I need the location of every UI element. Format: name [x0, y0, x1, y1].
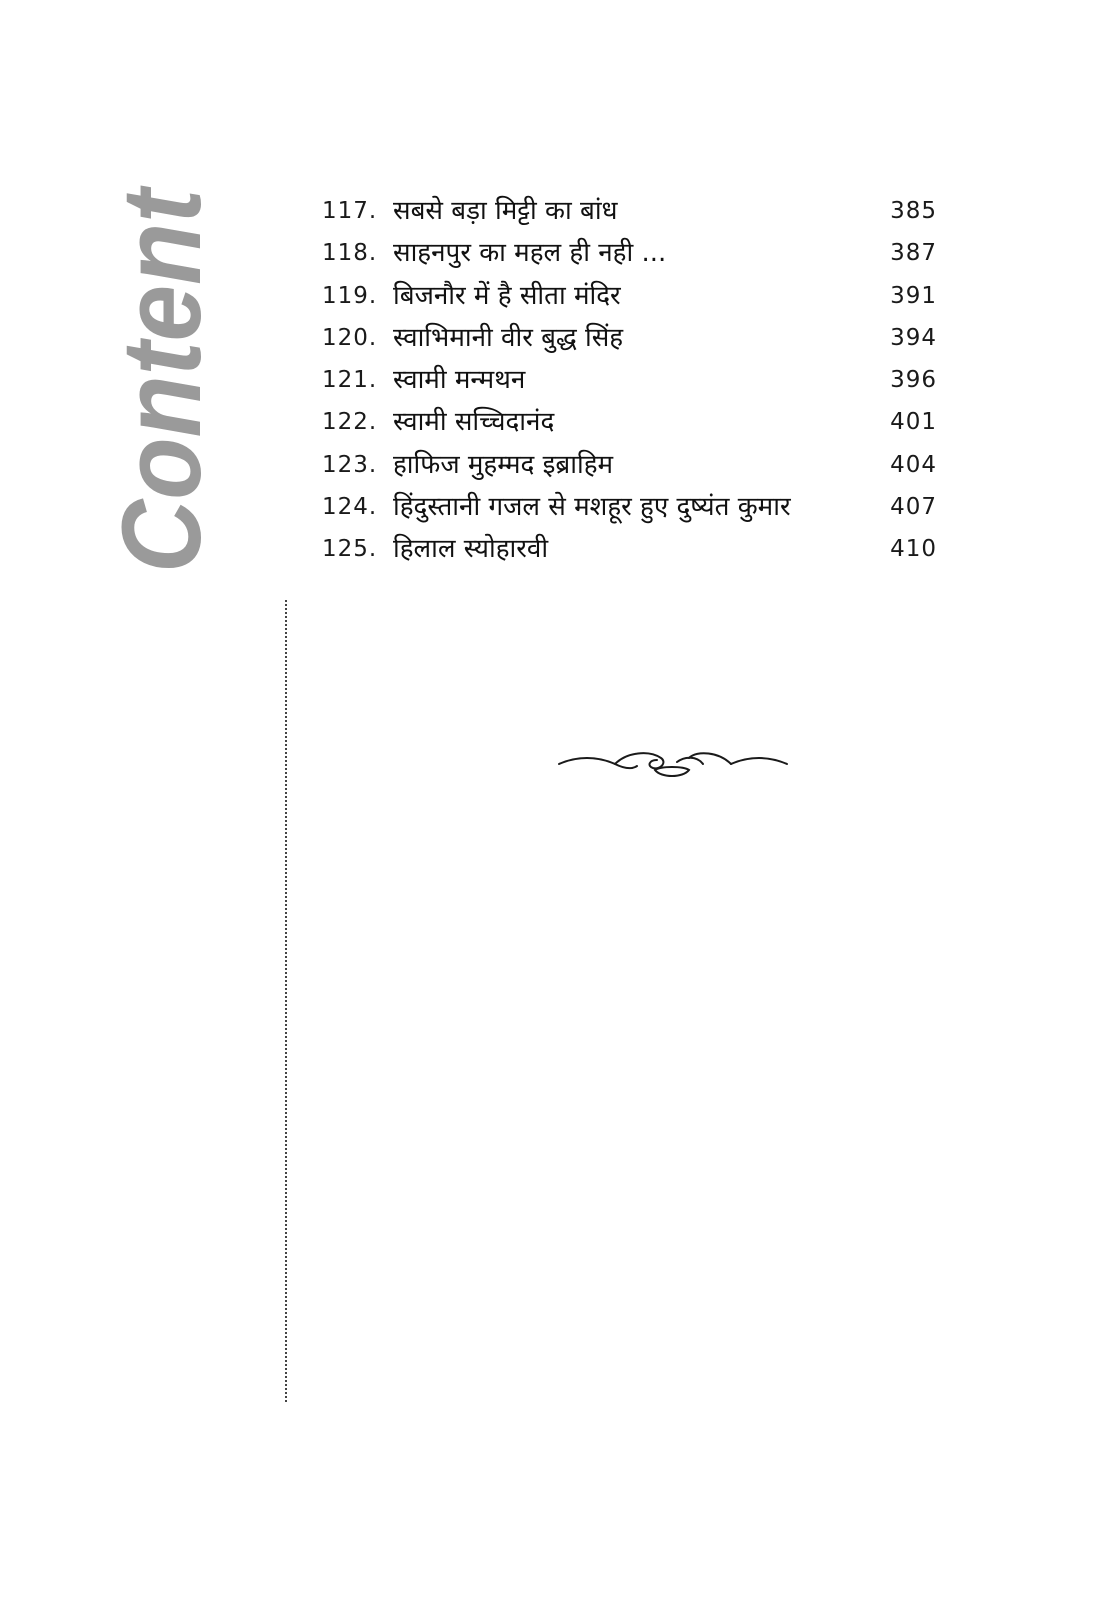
toc-entry-page: 396	[890, 367, 937, 394]
toc-entry-page: 394	[890, 324, 937, 351]
toc-entry-page: 387	[890, 240, 937, 267]
toc-entry-number: 123.	[322, 451, 378, 478]
toc-entry-number: 120.	[322, 324, 378, 351]
toc-entry-title: स्वामी सच्चिदानंद	[393, 407, 555, 438]
toc-entry-number: 118.	[322, 240, 378, 267]
toc-entry-124[interactable]	[322, 486, 937, 528]
contents-heading	[99, 149, 296, 576]
toc-entry-title: हिंदुस्तानी गजल से मशहूर हुए दुष्यंत कुमार	[393, 492, 791, 523]
toc-entry-title: सबसे बड़ा मिट्टी का बांध	[393, 196, 618, 226]
toc-entry-title: स्वामी मन्मथन	[393, 365, 526, 396]
toc-entry-page: 404	[890, 451, 937, 478]
toc-entry-123[interactable]	[322, 444, 937, 486]
toc-entry-117[interactable]	[322, 190, 937, 232]
toc-entry-number: 119.	[322, 282, 378, 309]
toc-entry-number: 122.	[322, 409, 378, 436]
toc-entry-125[interactable]	[322, 528, 937, 570]
toc-entry-122[interactable]	[322, 401, 937, 443]
toc-entry-title: हाफिज मुहम्मद इब्राहिम	[393, 449, 614, 480]
toc-entry-number: 117.	[322, 198, 378, 224]
toc-entry-121[interactable]	[322, 359, 937, 401]
toc-entry-page: 391	[890, 282, 937, 309]
toc-entry-number: 125.	[322, 536, 378, 563]
table-of-contents	[322, 190, 937, 571]
toc-entry-title: हिलाल स्योहारवी	[393, 534, 549, 565]
toc-entry-number: 121.	[322, 367, 378, 394]
toc-entry-page: 407	[890, 494, 937, 521]
toc-entry-title: स्वाभिमानी वीर बुद्ध सिंह	[393, 322, 624, 353]
toc-entry-number: 124.	[322, 494, 378, 521]
toc-entry-page: 410	[890, 536, 937, 563]
toc-entry-title: साहनपुर का महल ही नही ...	[393, 238, 667, 269]
toc-entry-page: 401	[890, 409, 937, 436]
toc-entry-119[interactable]	[322, 275, 937, 317]
toc-entry-title: बिजनौर में है सीता मंदिर	[393, 280, 621, 311]
toc-entry-page: 385	[890, 198, 937, 224]
toc-entry-120[interactable]	[322, 317, 937, 359]
toc-entry-118[interactable]	[322, 232, 937, 274]
contents-heading-text: Content	[99, 149, 224, 573]
flourish-divider-icon	[557, 744, 789, 784]
vertical-dotted-rule	[285, 600, 287, 1402]
